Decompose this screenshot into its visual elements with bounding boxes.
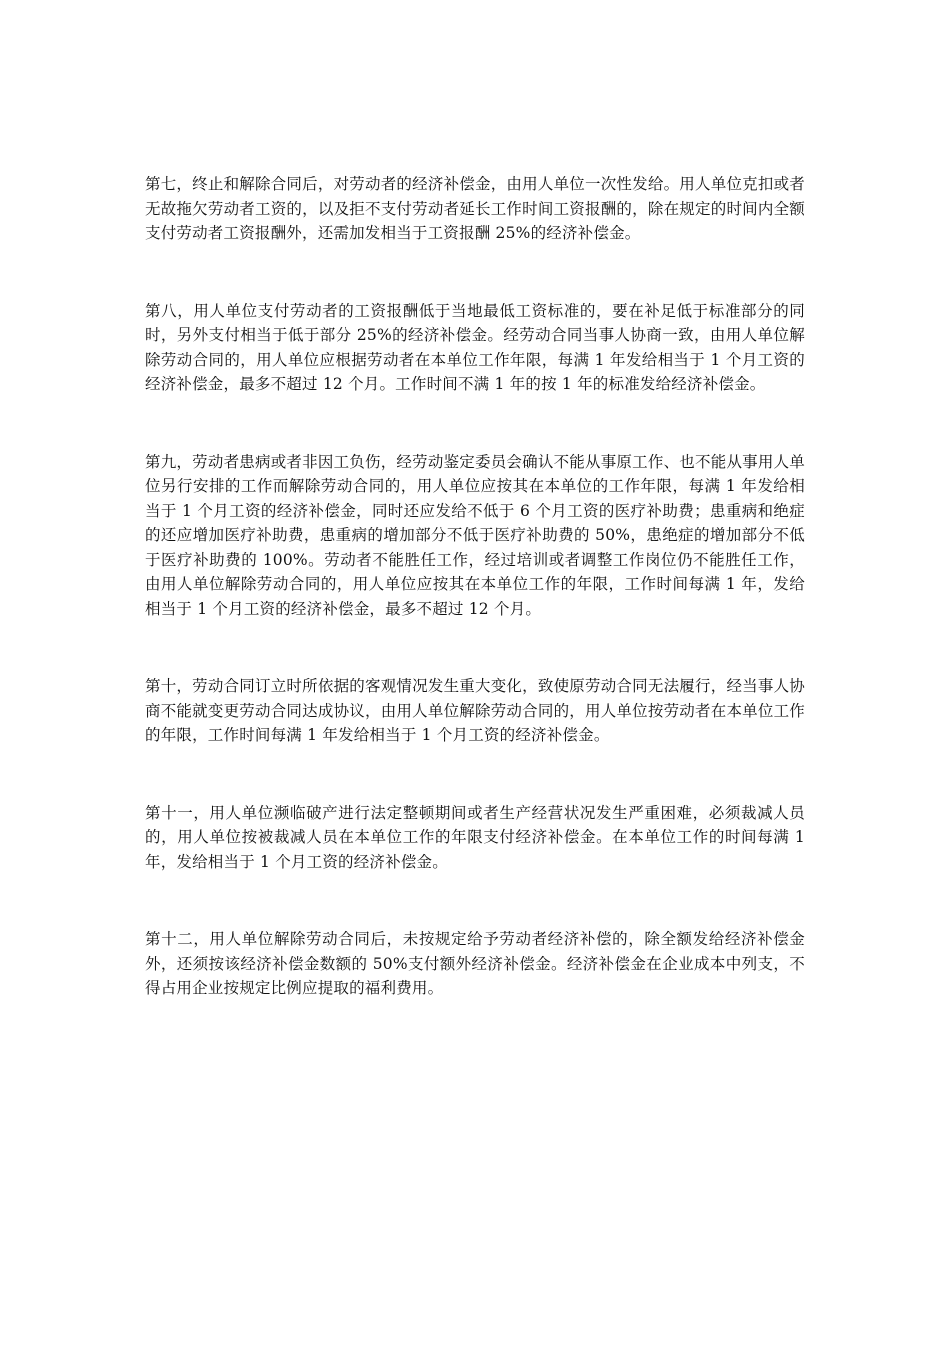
paragraph-article-7: 第七，终止和解除合同后，对劳动者的经济补偿金，由用人单位一次性发给。用人单位克扣或者无故拖欠劳动者工资的，以及拒不支付劳动者延长工作时间工资报酬的，除在规定的时间内全额支付劳动者工资报酬外，还需加发相当于工资报酬 25%的经济补偿金。	[145, 175, 805, 242]
paragraph-article-8: 第八，用人单位支付劳动者的工资报酬低于当地最低工资标准的，要在补足低于标准部分的同时，另外支付相当于低于部分 25%的经济补偿金。经劳动合同当事人协商一致，由用人单位解除劳动合同的，用人单位应根据劳动者在本单位工作年限，每满 1 年发给相当于 1 个月工资的经济补偿金，最多不超过 12 个月。工作时间不满 1 年的按 1 年的标准发给经济补偿金。	[145, 301, 805, 393]
paragraph-article-9: 第九，劳动者患病或者非因工负伤，经劳动鉴定委员会确认不能从事原工作、也不能从事用人单位另行安排的工作而解除劳动合同的，用人单位应按其在本单位的工作年限，每满 1 年发给相当于 1 个月工资的经济补偿金，同时还应发给不低于 6 个月工资的医疗补助费；患重病和绝症的还应增加医疗补助费，患重病的增加部分不低于医疗补助费的 50%，患绝症的增加部分不低于医疗补助费的 100%。劳动者不能胜任工作，经过培训或者调整工作岗位仍不能胜任工作，由用人单位解除劳动合同的，用人单位应按其在本单位工作的年限，工作时间每满 1 年，发给相当于 1 个月工资的经济补偿金，最多不超过 12 个月。	[145, 452, 805, 618]
paragraph-article-12: 第十二，用人单位解除劳动合同后，未按规定给予劳动者经济补偿的，除全额发给经济补偿金外，还须按该经济补偿金数额的 50%支付额外经济补偿金。经济补偿金在企业成本中列支，不得占用企业按规定比例应提取的福利费用。	[145, 930, 805, 997]
document-body	[145, 172, 805, 1001]
paragraph-article-10: 第十，劳动合同订立时所依据的客观情况发生重大变化，致使原劳动合同无法履行，经当事人协商不能就变更劳动合同达成协议，由用人单位解除劳动合同的，用人单位按劳动者在本单位工作的年限，工作时间每满 1 年发给相当于 1 个月工资的经济补偿金。	[145, 677, 805, 744]
paragraph-article-11: 第十一，用人单位濒临破产进行法定整顿期间或者生产经营状况发生严重困难，必须裁减人员的，用人单位按被裁减人员在本单位工作的年限支付经济补偿金。在本单位工作的时间每满 1 年，发给相当于 1 个月工资的经济补偿金。	[145, 803, 805, 871]
